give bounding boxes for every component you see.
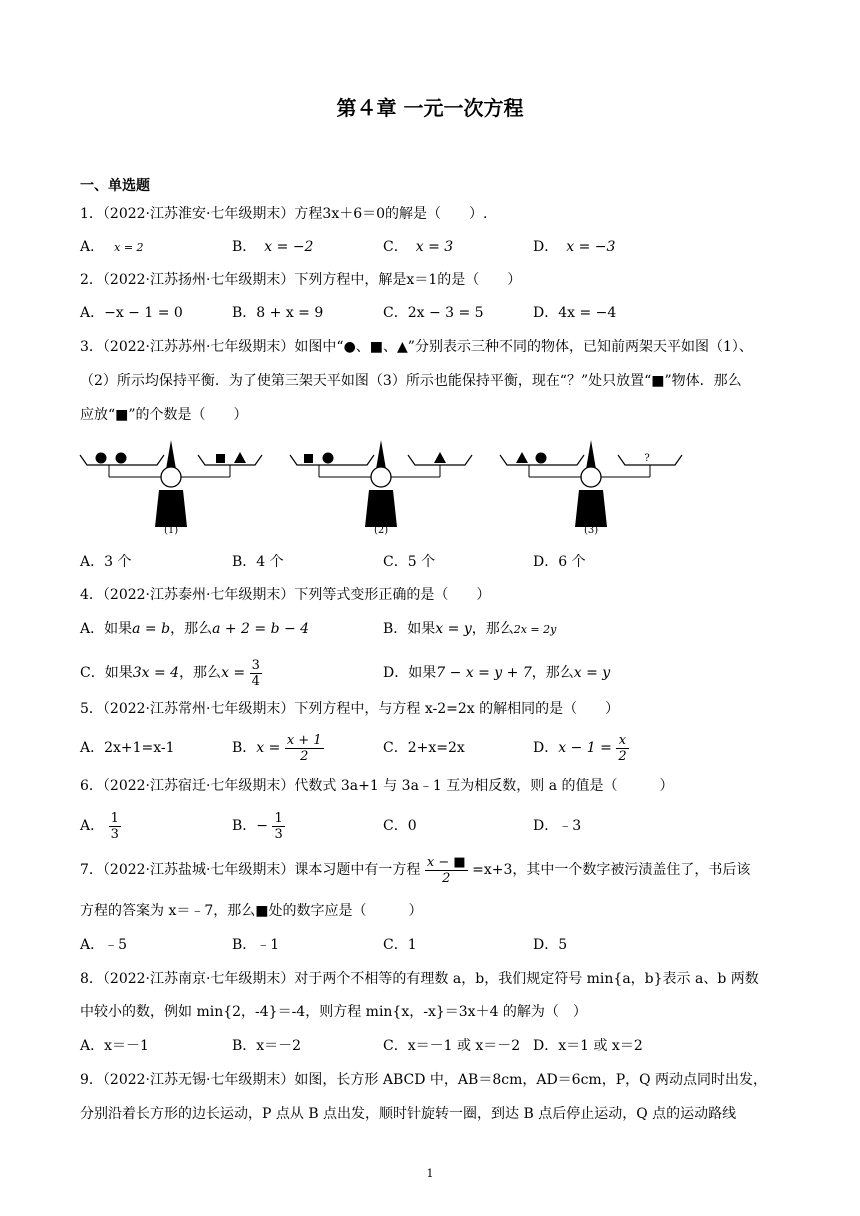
q5-option-c: C．2+x=2x [383, 740, 465, 756]
q3-option-c: C．5 个 [383, 554, 436, 570]
page-number: 1 [426, 1167, 434, 1180]
square-object [304, 454, 313, 463]
q8-option-b: B．x＝－2 [232, 1038, 302, 1054]
q2-stem: 2．（2022·江苏扬州·七年级期末）下列方程中，解是x＝1的是（ ） [80, 272, 522, 288]
circle-object [323, 453, 334, 464]
question-mark: ? [644, 453, 650, 464]
q2-option-a: A．−x − 1 = 0 [80, 305, 183, 321]
square-object [216, 454, 225, 463]
section-heading: 一、单选题 [80, 178, 150, 194]
q4-option-a: A．如果a = b，那么a + 2 = b − 4 [80, 621, 310, 637]
q6-option-c: C．0 [383, 818, 417, 834]
q3-option-b: B．4 个 [232, 554, 284, 570]
q3-stem-line2: （2）所示均保持平衡．为了使第三架天平如图（3）所示也能保持平衡，现在“？”处只放置“■”物体．那么 [80, 373, 742, 389]
fraction: $\frac{x - ■}{2}$ [426, 854, 466, 886]
q1-option-a: A． x = 2 [80, 239, 144, 255]
q9-stem-line1: 9．（2022·江苏无锡·七年级期末）如图，长方形 ABCD 中，AB＝8cm，AD＝6cm，P，Q 两动点同时出发， [80, 1072, 768, 1088]
q4-stem: 4．（2022·江苏泰州·七年级期末）下列等式变形正确的是（ ） [80, 587, 491, 603]
triangle-object [516, 452, 528, 463]
balance-scale-3 [500, 440, 682, 527]
q8-stem-line2: 中较小的数，例如 min{2，-4}＝-4，则方程 min{x，-x}＝3x＋4 的解为（ ） [80, 1004, 587, 1020]
q4-option-d: D．如果7 − x = y + 7，那么x = y [383, 665, 611, 681]
fraction: $\frac{3}{4}$ [251, 657, 260, 689]
q5-option-b: B．x = $\frac{x + 1}{2}$ [232, 732, 322, 764]
q7-stem-line1: 7．（2022·江苏盐城·七年级期末）课本习题中有一方程 $\frac{x - ■}{2}$ =x+3，其中一个数字被污渍盖住了，书后该 [80, 854, 751, 886]
q5-stem: 5．（2022·江苏常州·七年级期末）下列方程中，与方程 x-2=2x 的解相同的是（ ） [80, 701, 620, 717]
q1-stem: 1．（2022·江苏淮安·七年级期末）方程3x＋6＝0的解是（ ）. [80, 206, 488, 222]
q6-option-b: B．− $\frac{1}{3}$ [232, 810, 283, 842]
q8-stem-line1: 8．（2022·江苏南京·七年级期末）对于两个不相等的有理数 a，b，我们规定符号 min{a，b}表示 a、b 两数 [80, 971, 759, 987]
fraction: $\frac{1}{3}$ [274, 810, 283, 842]
q5-option-d: D．x − 1 = $\frac{x}{2}$ [533, 732, 627, 764]
fraction: $\frac{x}{2}$ [618, 732, 627, 764]
q2-option-d: D．4x = −4 [533, 305, 617, 321]
q7-option-b: B．﹣1 [232, 937, 280, 953]
figure-label-1: (1) [164, 525, 179, 536]
q4-option-b: B．如果x = y，那么2x = 2y [383, 621, 557, 637]
q3-option-d: D．6 个 [533, 554, 586, 570]
q2-option-c: C．2x − 3 = 5 [383, 305, 484, 321]
figure-label-3: (3) [584, 525, 599, 536]
q1-option-c: C． x = 3 [383, 239, 454, 255]
figure-label-2: (2) [374, 525, 389, 536]
page-title: 第４章 一元一次方程 [336, 96, 524, 120]
q7-option-c: C．1 [383, 937, 417, 953]
balance-scale-1 [80, 440, 262, 527]
q3-stem-line1: 3．（2022·江苏苏州·七年级期末）如图中“●、■、▲”分别表示三种不同的物体，已知前两架天平如图（1）、 [80, 339, 753, 355]
q8-option-d: D．x＝1 或 x＝2 [533, 1038, 643, 1054]
q7-option-d: D．5 [533, 937, 568, 953]
q6-option-d: D．﹣3 [533, 818, 582, 834]
q6-stem: 6．（2022·江苏宿迁·七年级期末）代数式 3a+1 与 3a﹣1 互为相反数，则 a 的值是（ ） [80, 778, 674, 794]
circle-object [96, 453, 107, 464]
q8-option-a: A．x＝－1 [80, 1038, 149, 1054]
triangle-object [434, 452, 446, 463]
triangle-object [234, 452, 246, 463]
q1-option-d: D． x = −3 [533, 239, 616, 255]
q4-option-c: C．如果3x = 4，那么x = $\frac{3}{4}$ [80, 657, 260, 689]
q1-option-b: B． x = −2 [232, 239, 314, 255]
q3-option-a: A．3 个 [80, 554, 132, 570]
balance-scale-2 [290, 440, 472, 527]
fraction: $\frac{1}{3}$ [110, 810, 119, 842]
q8-option-c: C．x＝－1 或 x＝－2 [383, 1038, 521, 1054]
fraction: $\frac{x + 1}{2}$ [286, 732, 322, 764]
q9-stem-line2: 分别沿着长方形的边长运动，P 点从 B 点出发，顺时针旋转一圈，到达 B 点后停止运动，Q 点的运动路线 [80, 1106, 737, 1122]
circle-object [116, 453, 127, 464]
q7-option-a: A．﹣5 [80, 937, 128, 953]
q2-option-b: B．8 + x = 9 [232, 305, 324, 321]
q5-option-a: A．2x+1=x-1 [80, 740, 175, 756]
q7-stem-line2: 方程的答案为 x＝﹣7，那么■处的数字应是（ ） [80, 903, 423, 919]
q3-stem-line3: 应放“■”的个数是（ ） [80, 407, 248, 423]
circle-object [536, 453, 547, 464]
q6-option-a: A． $\frac{1}{3}$ [80, 810, 119, 842]
